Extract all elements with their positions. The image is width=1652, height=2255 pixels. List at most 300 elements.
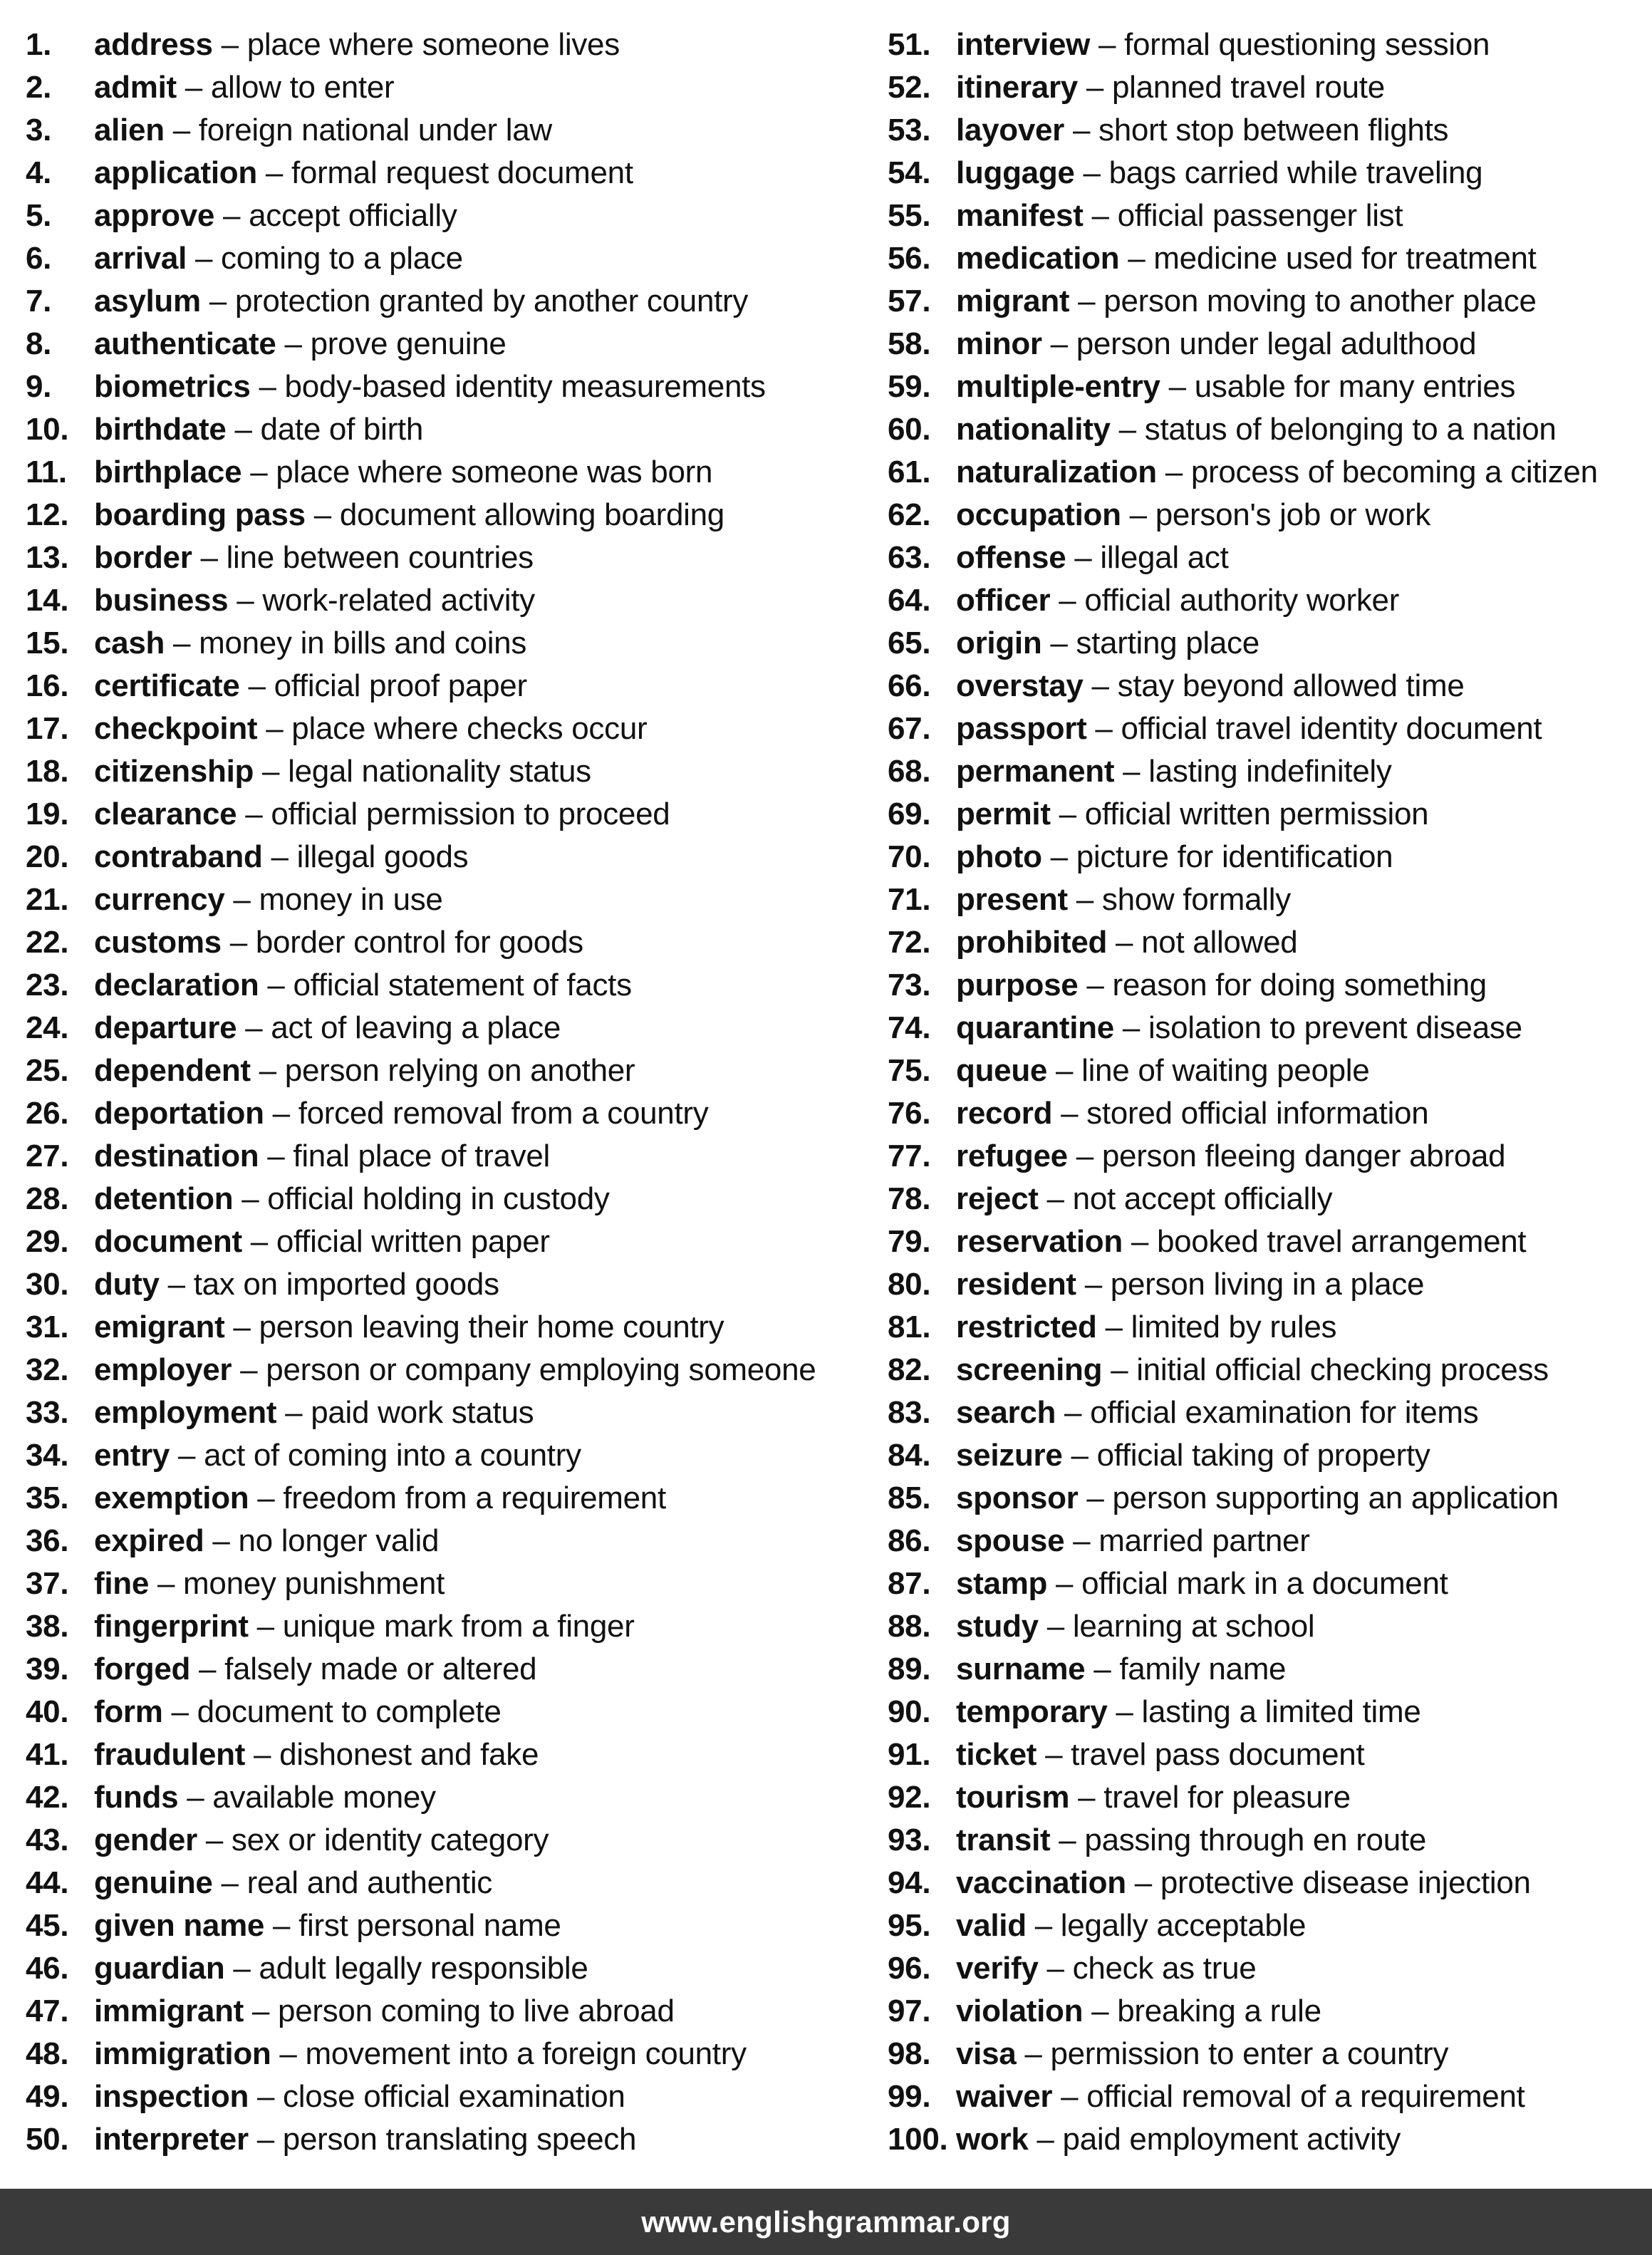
entry-definition: – learning at school [1038, 1609, 1315, 1644]
entry-definition: – bags carried while traveling [1074, 155, 1483, 190]
entry-definition: – available money [178, 1780, 436, 1815]
entry-term: manifest [956, 198, 1084, 233]
entry-definition: – protective disease injection [1126, 1865, 1531, 1900]
entry-definition: – person living in a place [1076, 1267, 1425, 1302]
vocabulary-entry [888, 1862, 1652, 1904]
entry-definition: – breaking a rule [1083, 1994, 1321, 2028]
vocabulary-entry [26, 1562, 845, 1605]
entry-number: 33. [26, 1395, 69, 1430]
entry-number: 66. [888, 668, 931, 703]
entry-definition: – booked travel arrangement [1122, 1224, 1527, 1259]
entry-term: biometrics [94, 369, 251, 404]
entry-definition: – process of becoming a citizen [1156, 455, 1598, 489]
entry-term: given name [94, 1908, 265, 1943]
entry-number: 20. [26, 839, 69, 874]
vocabulary-entry [888, 1477, 1652, 1520]
entry-definition: – permission to enter a country [1016, 2036, 1449, 2071]
entry-definition: – foreign national under law [164, 113, 552, 147]
vocabulary-entry [26, 1049, 845, 1092]
entry-term: reject [956, 1181, 1039, 1216]
entry-definition: – protection granted by another country [200, 284, 749, 318]
entry-term: vaccination [956, 1865, 1126, 1900]
entry-number: 51. [888, 27, 931, 62]
entry-term: admit [94, 70, 177, 105]
vocabulary-entry [888, 622, 1652, 665]
vocabulary-entry [26, 1263, 845, 1306]
entry-number: 81. [888, 1310, 931, 1344]
vocabulary-entry [888, 665, 1652, 707]
entry-number: 8. [26, 326, 52, 361]
entry-number: 53. [888, 113, 931, 147]
entry-term: overstay [956, 668, 1084, 703]
vocabulary-entry [26, 237, 845, 280]
entry-number: 64. [888, 583, 931, 618]
vocabulary-entry [26, 2118, 845, 2161]
entry-term: genuine [94, 1865, 213, 1900]
entry-definition: – not allowed [1107, 925, 1298, 960]
entry-term: work [956, 2122, 1029, 2157]
entry-term: forged [94, 1652, 191, 1686]
entry-definition: – married partner [1064, 1523, 1310, 1558]
entry-number: 60. [888, 412, 931, 447]
entry-definition: – dishonest and fake [245, 1737, 539, 1772]
vocabulary-entry [888, 1349, 1652, 1391]
entry-term: refugee [956, 1139, 1068, 1173]
entry-term: employer [94, 1352, 232, 1387]
entry-term: prohibited [956, 925, 1108, 960]
entry-term: dependent [94, 1053, 251, 1088]
entry-term: seizure [956, 1438, 1063, 1473]
entry-definition: – coming to a place [187, 241, 463, 276]
entry-number: 94. [888, 1865, 931, 1900]
entry-definition: – status of belonging to a nation [1110, 412, 1557, 447]
entry-number: 72. [888, 925, 931, 960]
vocabulary-entry [26, 1776, 845, 1819]
entry-number: 42. [26, 1780, 69, 1815]
entry-definition: – tax on imported goods [159, 1267, 499, 1302]
entry-number: 86. [888, 1523, 931, 1558]
entry-term: screening [956, 1352, 1103, 1387]
entry-definition: – formal request document [256, 155, 633, 190]
entry-term: detention [94, 1181, 234, 1216]
entry-term: valid [956, 1908, 1027, 1943]
entry-definition: – travel for pleasure [1069, 1780, 1351, 1815]
entry-definition: – movement into a foreign country [271, 2036, 747, 2071]
entry-number: 74. [888, 1010, 931, 1045]
entry-number: 12. [26, 497, 69, 532]
entry-definition: – person coming to live abroad [244, 1994, 675, 2028]
entry-number: 41. [26, 1737, 69, 1772]
entry-term: visa [956, 2036, 1017, 2071]
entry-term: spouse [956, 1523, 1065, 1558]
entry-number: 87. [888, 1566, 931, 1601]
entry-term: itinerary [956, 70, 1078, 105]
entry-number: 7. [26, 284, 52, 318]
entry-number: 25. [26, 1053, 69, 1088]
entry-definition: – no longer valid [204, 1523, 440, 1558]
entry-term: arrival [94, 241, 187, 276]
entry-definition: – document allowing boarding [305, 497, 724, 532]
vocabulary-list-left [26, 24, 845, 2161]
entry-term: interpreter [94, 2122, 249, 2157]
entry-definition: – body-based identity measurements [250, 369, 766, 404]
vocabulary-entry [888, 1947, 1652, 1990]
entry-term: fingerprint [94, 1609, 249, 1644]
entry-number: 67. [888, 711, 931, 746]
entry-number: 22. [26, 925, 69, 960]
entry-term: waiver [956, 2079, 1053, 2114]
entry-number: 10. [26, 412, 69, 447]
entry-term: departure [94, 1010, 237, 1045]
entry-term: asylum [94, 284, 201, 318]
vocabulary-entry [888, 1990, 1652, 2033]
entry-definition: – planned travel route [1077, 70, 1385, 105]
vocabulary-entry [26, 1904, 845, 1947]
entry-number: 96. [888, 1951, 931, 1986]
entry-number: 32. [26, 1352, 69, 1387]
entry-number: 26. [26, 1096, 69, 1131]
entry-term: resident [956, 1267, 1076, 1302]
entry-number: 76. [888, 1096, 931, 1131]
vocabulary-entry [888, 1263, 1652, 1306]
entry-definition: – act of coming into a country [170, 1438, 581, 1473]
entry-number: 2. [26, 70, 52, 105]
entry-term: present [956, 882, 1068, 917]
entry-number: 11. [26, 455, 67, 489]
entry-term: duty [94, 1267, 160, 1302]
entry-number: 56. [888, 241, 931, 276]
entry-definition: – money in bills and coins [165, 626, 527, 660]
entry-term: quarantine [956, 1010, 1114, 1045]
entry-definition: – short stop between flights [1064, 113, 1449, 147]
entry-definition: – official written paper [241, 1224, 550, 1259]
entry-term: temporary [956, 1694, 1108, 1729]
entry-number: 91. [888, 1737, 931, 1772]
vocabulary-entry [888, 878, 1652, 921]
entry-term: verify [956, 1951, 1039, 1986]
entry-term: approve [94, 198, 215, 233]
vocabulary-entry [888, 24, 1652, 66]
entry-term: origin [956, 626, 1042, 660]
vocabulary-entry [888, 280, 1652, 323]
entry-number: 90. [888, 1694, 931, 1729]
vocabulary-entry [888, 1434, 1652, 1477]
vocabulary-entry [26, 921, 845, 964]
vocabulary-entry [26, 1947, 845, 1990]
entry-number: 18. [26, 754, 69, 789]
vocabulary-entry [888, 2118, 1652, 2161]
entry-term: multiple-entry [956, 369, 1160, 404]
entry-term: application [94, 155, 257, 190]
entry-number: 89. [888, 1652, 931, 1686]
entry-definition: – lasting indefinitely [1114, 754, 1392, 789]
entry-term: boarding pass [94, 497, 306, 532]
vocabulary-entry [888, 1520, 1652, 1562]
entry-number: 73. [888, 968, 931, 1002]
entry-number: 6. [26, 241, 52, 276]
entry-term: form [94, 1694, 163, 1729]
entry-definition: – lasting a limited time [1107, 1694, 1421, 1729]
entry-definition: – falsely made or altered [190, 1652, 537, 1686]
vocabulary-entry [888, 1819, 1652, 1862]
entry-term: study [956, 1609, 1039, 1644]
vocabulary-list-right [888, 24, 1652, 2161]
vocabulary-entry [26, 1391, 845, 1434]
vocabulary-entry [888, 195, 1652, 237]
entry-definition: – border control for goods [221, 925, 583, 960]
entry-number: 39. [26, 1652, 69, 1686]
entry-definition: – person or company employing someone [232, 1352, 816, 1387]
vocabulary-entry [888, 1178, 1652, 1220]
entry-definition: – line between countries [192, 540, 534, 575]
entry-definition: – starting place [1041, 626, 1259, 660]
entry-definition: – place where someone was born [241, 455, 713, 489]
vocabulary-entry [26, 1349, 845, 1391]
entry-definition: – picture for identification [1041, 839, 1393, 874]
entry-term: alien [94, 113, 165, 147]
entry-definition: – usable for many entries [1160, 369, 1516, 404]
entry-term: address [94, 27, 213, 62]
entry-definition: – person under legal adulthood [1041, 326, 1477, 361]
entry-number: 5. [26, 198, 52, 233]
entry-definition: – close official examination [249, 2079, 625, 2114]
entry-number: 28. [26, 1181, 69, 1216]
entry-term: birthplace [94, 455, 242, 489]
vocabulary-entry [888, 1562, 1652, 1605]
entry-number: 1. [26, 27, 52, 62]
entry-term: ticket [956, 1737, 1037, 1772]
entry-number: 92. [888, 1780, 931, 1815]
entry-number: 29. [26, 1224, 69, 1259]
entry-term: photo [956, 839, 1042, 874]
vocabulary-entry [888, 66, 1652, 109]
entry-number: 27. [26, 1139, 69, 1173]
entry-number: 4. [26, 155, 52, 190]
vocabulary-entry [26, 1862, 845, 1904]
vocabulary-entry [26, 665, 845, 707]
entry-term: tourism [956, 1780, 1070, 1815]
vocabulary-entry [888, 536, 1652, 579]
entry-term: exemption [94, 1481, 249, 1515]
entry-term: cash [94, 626, 165, 660]
vocabulary-entry [888, 2075, 1652, 2118]
vocabulary-entry [888, 494, 1652, 536]
entry-number: 35. [26, 1481, 69, 1515]
entry-number: 13. [26, 540, 69, 575]
vocabulary-entry [888, 1306, 1652, 1349]
entry-number: 75. [888, 1053, 931, 1088]
vocabulary-entry [26, 494, 845, 536]
entry-term: search [956, 1395, 1056, 1430]
entry-definition: – official holding in custody [233, 1181, 610, 1216]
vocabulary-entry [26, 2033, 845, 2075]
entry-number: 79. [888, 1224, 931, 1259]
vocabulary-entry [26, 195, 845, 237]
entry-number: 49. [26, 2079, 69, 2114]
entry-definition: – limited by rules [1096, 1310, 1337, 1344]
entry-term: customs [94, 925, 222, 960]
entry-term: clearance [94, 797, 237, 831]
entry-term: document [94, 1224, 242, 1259]
vocabulary-entry [26, 66, 845, 109]
entry-term: violation [956, 1994, 1084, 2028]
vocabulary-entry [26, 536, 845, 579]
entry-number: 93. [888, 1823, 931, 1857]
entry-definition: – official proof paper [239, 668, 527, 703]
entry-definition: – act of leaving a place [237, 1010, 561, 1045]
vocabulary-entry [26, 1819, 845, 1862]
vocabulary-entry [26, 1477, 845, 1520]
entry-term: sponsor [956, 1481, 1079, 1515]
entry-definition: – official passenger list [1083, 198, 1403, 233]
entry-term: gender [94, 1823, 197, 1857]
vocabulary-entry [26, 1306, 845, 1349]
entry-number: 23. [26, 968, 69, 1002]
entry-term: officer [956, 583, 1051, 618]
vocabulary-entry [888, 1007, 1652, 1049]
entry-number: 19. [26, 797, 69, 831]
vocabulary-entry [888, 237, 1652, 280]
vocabulary-entry [888, 921, 1652, 964]
entry-definition: – passing through en route [1050, 1823, 1426, 1857]
vocabulary-entry [888, 152, 1652, 195]
entry-definition: – illegal goods [262, 839, 469, 874]
entry-definition: – allow to enter [176, 70, 395, 105]
entry-definition: – person supporting an application [1078, 1481, 1559, 1515]
entry-number: 71. [888, 882, 931, 917]
entry-number: 24. [26, 1010, 69, 1045]
entry-number: 97. [888, 1994, 931, 2028]
entry-term: emigrant [94, 1310, 225, 1344]
entry-number: 70. [888, 839, 931, 874]
vocabulary-entry [26, 1007, 845, 1049]
entry-term: entry [94, 1438, 170, 1473]
entry-definition: – official statement of facts [259, 968, 632, 1002]
vocabulary-entry [26, 366, 845, 408]
entry-number: 17. [26, 711, 69, 746]
entry-definition: – place where someone lives [212, 27, 620, 62]
entry-number: 99. [888, 2079, 931, 2114]
vocabulary-entry [26, 836, 845, 878]
entry-term: permit [956, 797, 1051, 831]
entry-term: interview [956, 27, 1091, 62]
entry-term: fraudulent [94, 1737, 246, 1772]
entry-term: citizenship [94, 754, 254, 789]
entry-term: checkpoint [94, 711, 258, 746]
entry-number: 68. [888, 754, 931, 789]
entry-number: 88. [888, 1609, 931, 1644]
entry-definition: – final place of travel [259, 1139, 550, 1173]
entry-term: funds [94, 1780, 179, 1815]
entry-definition: – paid employment activity [1028, 2122, 1401, 2157]
entry-number: 78. [888, 1181, 931, 1216]
entry-definition: – money punishment [149, 1566, 445, 1601]
entry-number: 59. [888, 369, 931, 404]
entry-term: currency [94, 882, 225, 917]
vocabulary-entry [888, 1605, 1652, 1648]
entry-term: occupation [956, 497, 1121, 532]
vocabulary-entry [888, 366, 1652, 408]
vocabulary-entry [888, 707, 1652, 750]
entry-number: 44. [26, 1865, 69, 1900]
vocabulary-entry [888, 1092, 1652, 1135]
entry-definition: – place where checks occur [257, 711, 648, 746]
vocabulary-entry [26, 1990, 845, 2033]
entry-definition: – forced removal from a country [264, 1096, 709, 1131]
entry-term: purpose [956, 968, 1079, 1002]
entry-definition: – initial official checking process [1102, 1352, 1549, 1387]
vocabulary-entry [26, 1220, 845, 1263]
entry-term: record [956, 1096, 1053, 1131]
entry-term: permanent [956, 754, 1115, 789]
entry-number: 83. [888, 1395, 931, 1430]
vocabulary-entry [888, 579, 1652, 622]
entry-definition: – sex or identity category [197, 1823, 549, 1857]
vocabulary-entry [26, 622, 845, 665]
vocabulary-entry [888, 793, 1652, 836]
entry-definition: – work-related activity [228, 583, 535, 618]
vocabulary-entry [26, 109, 845, 152]
vocabulary-entry [26, 878, 845, 921]
vocabulary-entry [26, 1434, 845, 1477]
entry-term: authenticate [94, 326, 276, 361]
entry-number: 46. [26, 1951, 69, 1986]
entry-definition: – legally acceptable [1026, 1908, 1306, 1943]
vocabulary-entry [888, 1135, 1652, 1178]
entry-definition: – reason for doing something [1078, 968, 1487, 1002]
entry-number: 65. [888, 626, 931, 660]
vocabulary-entry [888, 1648, 1652, 1691]
entry-term: naturalization [956, 455, 1157, 489]
vocabulary-entry [26, 1605, 845, 1648]
entry-term: restricted [956, 1310, 1097, 1344]
footer-website-link[interactable]: www.englishgrammar.org [641, 2204, 1011, 2239]
entry-number: 82. [888, 1352, 931, 1387]
entry-term: luggage [956, 155, 1075, 190]
vocabulary-entry [26, 152, 845, 195]
entry-definition: – stored official information [1052, 1096, 1429, 1131]
entry-number: 16. [26, 668, 69, 703]
vocabulary-entry [888, 1904, 1652, 1947]
entry-term: stamp [956, 1566, 1048, 1601]
vocabulary-entry [26, 1648, 845, 1691]
vocabulary-entry [888, 836, 1652, 878]
entry-number: 77. [888, 1139, 931, 1173]
vocabulary-entry [888, 1220, 1652, 1263]
vocabulary-entry [26, 323, 845, 366]
entry-term: business [94, 583, 229, 618]
entry-term: surname [956, 1652, 1086, 1686]
vocabulary-entry [888, 1776, 1652, 1819]
entry-definition: – official written permission [1050, 797, 1429, 831]
entry-definition: – family name [1085, 1652, 1287, 1686]
vocabulary-entry [26, 793, 845, 836]
entry-term: fine [94, 1566, 150, 1601]
vocabulary-entry [26, 1691, 845, 1733]
entry-number: 47. [26, 1994, 69, 2028]
vocabulary-entry [888, 1391, 1652, 1434]
entry-number: 61. [888, 455, 931, 489]
entry-definition: – official authority worker [1050, 583, 1400, 618]
entry-number: 21. [26, 882, 69, 917]
entry-number: 58. [888, 326, 931, 361]
entry-definition: – real and authentic [212, 1865, 493, 1900]
entry-term: layover [956, 113, 1065, 147]
entry-term: employment [94, 1395, 277, 1430]
entry-term: nationality [956, 412, 1111, 447]
entry-number: 40. [26, 1694, 69, 1729]
entry-number: 45. [26, 1908, 69, 1943]
